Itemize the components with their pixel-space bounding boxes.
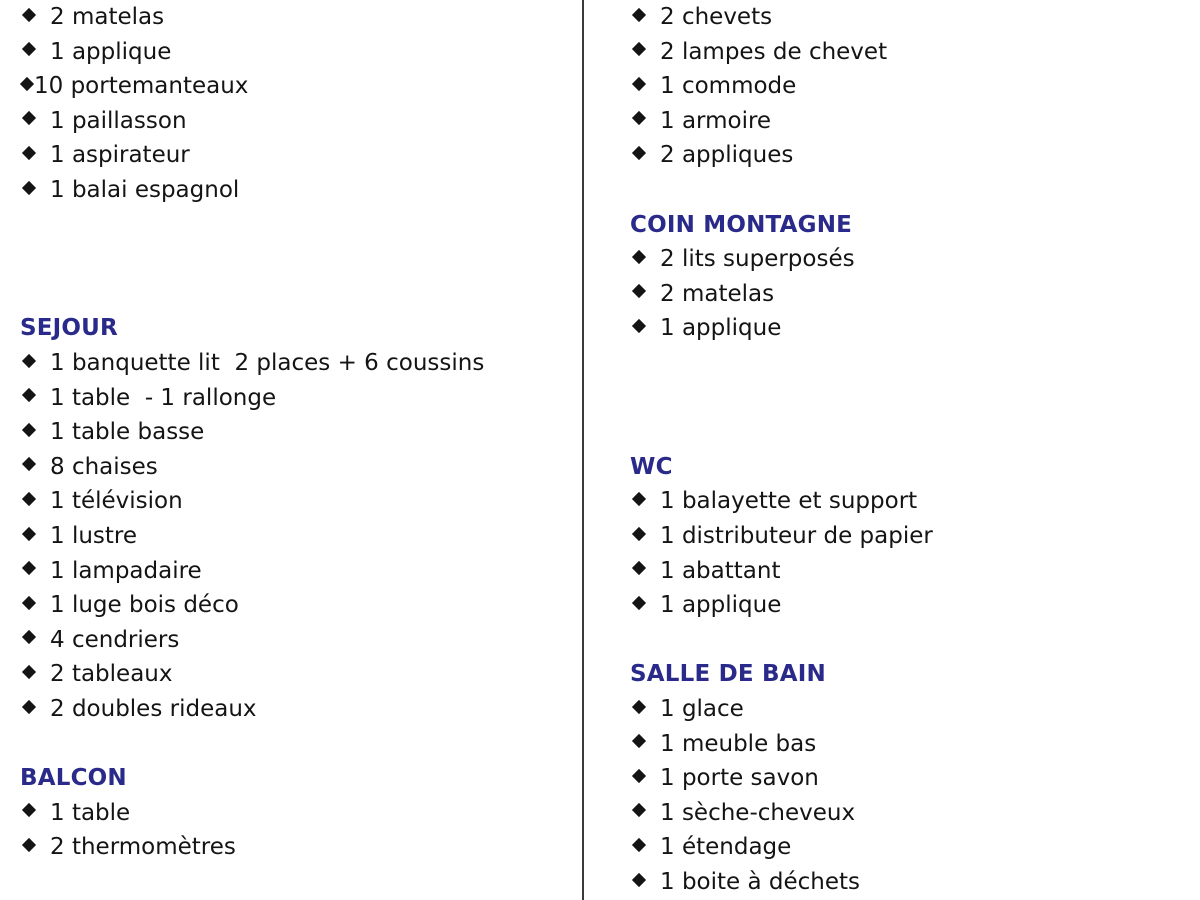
- list-item: 1 balai espagnol: [20, 173, 239, 208]
- diamond-bullet-icon: [632, 284, 646, 298]
- section-heading-salle-de-bain: SALLE DE BAIN: [630, 661, 826, 688]
- list-item: 1 applique: [630, 311, 781, 346]
- list-item: 10 portemanteaux: [20, 69, 248, 104]
- diamond-bullet-icon: [632, 111, 646, 125]
- list-item: 1 lampadaire: [20, 554, 202, 589]
- diamond-bullet-icon: [22, 492, 36, 506]
- diamond-bullet-icon: [632, 803, 646, 817]
- diamond-bullet-icon: [632, 699, 646, 713]
- list-item: 2 matelas: [20, 0, 164, 35]
- list-item: 2 matelas: [630, 277, 774, 312]
- diamond-bullet-icon: [22, 457, 36, 471]
- list-item: 1 télévision: [20, 484, 183, 519]
- diamond-bullet-icon: [632, 526, 646, 540]
- diamond-bullet-icon: [22, 665, 36, 679]
- section-heading-coin-montagne: COIN MONTAGNE: [630, 211, 853, 238]
- list-item: 2 lits superposés: [630, 242, 855, 277]
- diamond-bullet-icon: [22, 111, 36, 125]
- section-heading-balcon: BALCON: [20, 765, 127, 792]
- diamond-bullet-icon: [632, 77, 646, 91]
- list-item: 1 paillasson: [20, 104, 187, 139]
- column-divider: [582, 0, 584, 900]
- list-item: 1 applique: [630, 588, 781, 623]
- diamond-bullet-icon: [22, 42, 36, 56]
- diamond-bullet-icon: [22, 180, 36, 194]
- list-item: 1 balayette et support: [630, 484, 917, 519]
- diamond-bullet-icon: [22, 526, 36, 540]
- diamond-bullet-icon: [22, 630, 36, 644]
- list-item: 8 chaises: [20, 450, 158, 485]
- diamond-bullet-icon: [632, 492, 646, 506]
- list-item: 2 thermomètres: [20, 830, 236, 865]
- diamond-bullet-icon: [632, 561, 646, 575]
- list-item: 1 table - 1 rallonge: [20, 381, 276, 416]
- diamond-bullet-icon: [632, 596, 646, 610]
- list-item: 2 tableaux: [20, 657, 172, 692]
- diamond-bullet-icon: [632, 319, 646, 333]
- diamond-bullet-icon: [22, 596, 36, 610]
- list-item: 1 glace: [630, 692, 744, 727]
- list-item: 1 meuble bas: [630, 727, 816, 762]
- list-item: 1 table: [20, 796, 130, 831]
- diamond-bullet-icon: [632, 872, 646, 886]
- list-item: 2 doubles rideaux: [20, 692, 257, 727]
- list-item: 1 banquette lit 2 places + 6 coussins: [20, 346, 484, 381]
- list-item: 1 luge bois déco: [20, 588, 239, 623]
- list-item: 2 chevets: [630, 0, 772, 35]
- list-item: 1 boite à déchets: [630, 865, 860, 900]
- diamond-bullet-icon: [22, 388, 36, 402]
- list-item: 1 applique: [20, 35, 171, 70]
- diamond-bullet-icon: [22, 803, 36, 817]
- diamond-bullet-icon: [22, 146, 36, 160]
- list-item: 1 lustre: [20, 519, 137, 554]
- diamond-bullet-icon: [632, 250, 646, 264]
- diamond-bullet-icon: [20, 77, 34, 91]
- list-item: 4 cendriers: [20, 623, 179, 658]
- diamond-bullet-icon: [632, 769, 646, 783]
- list-item: 1 abattant: [630, 554, 780, 589]
- list-item: 1 sèche-cheveux: [630, 796, 855, 831]
- list-item: 1 distributeur de papier: [630, 519, 933, 554]
- diamond-bullet-icon: [22, 423, 36, 437]
- list-item: 1 porte savon: [630, 761, 819, 796]
- diamond-bullet-icon: [632, 146, 646, 160]
- diamond-bullet-icon: [22, 353, 36, 367]
- diamond-bullet-icon: [632, 42, 646, 56]
- diamond-bullet-icon: [632, 7, 646, 21]
- diamond-bullet-icon: [632, 838, 646, 852]
- section-heading-wc: WC: [630, 453, 673, 480]
- diamond-bullet-icon: [22, 838, 36, 852]
- diamond-bullet-icon: [22, 561, 36, 575]
- section-heading-sejour: SEJOUR: [20, 315, 118, 342]
- list-item: 2 lampes de chevet: [630, 35, 887, 70]
- diamond-bullet-icon: [632, 734, 646, 748]
- list-item: 1 armoire: [630, 104, 771, 139]
- list-item: 1 table basse: [20, 415, 204, 450]
- list-item: 1 étendage: [630, 830, 791, 865]
- list-item: 1 aspirateur: [20, 138, 190, 173]
- list-item: 1 commode: [630, 69, 796, 104]
- list-item: 2 appliques: [630, 138, 793, 173]
- diamond-bullet-icon: [22, 7, 36, 21]
- diamond-bullet-icon: [22, 699, 36, 713]
